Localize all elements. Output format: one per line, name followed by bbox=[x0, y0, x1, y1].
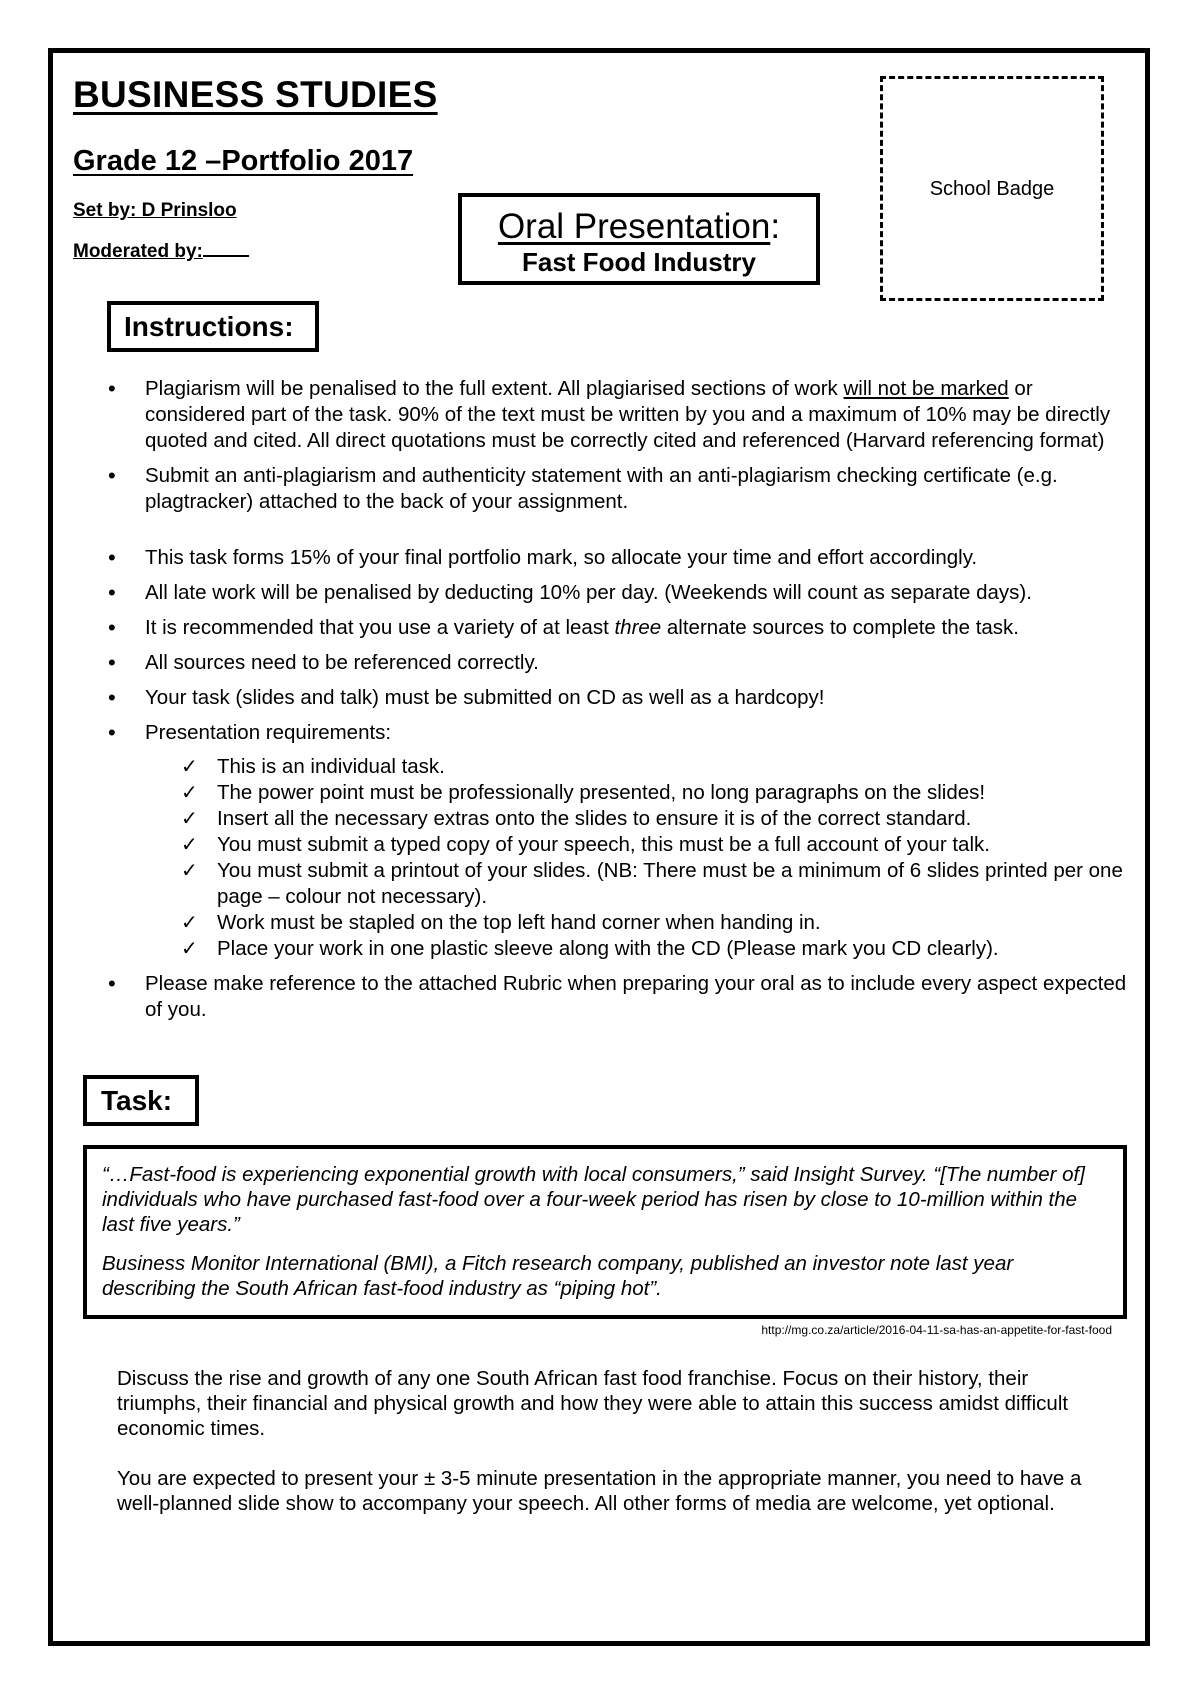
requirement-item: ✓ This is an individual task. bbox=[181, 754, 1128, 780]
sources-italic: three bbox=[614, 616, 662, 639]
oral-presentation-subtitle: Fast Food Industry bbox=[522, 247, 756, 277]
moderated-by-text: Moderated by: bbox=[73, 241, 203, 262]
plagiarism-underlined: will not be marked bbox=[843, 377, 1009, 400]
set-by-label: Set by: D Prinsloo bbox=[73, 200, 237, 221]
instruction-rubric: • Please make reference to the attached Rubric when preparing your oral as to include every aspect expected of you. bbox=[108, 971, 1128, 1023]
requirement-item: ✓ Work must be stapled on the top left hand corner when handing in. bbox=[181, 910, 1128, 936]
requirement-item: ✓ The power point must be professionally presented, no long paragraphs on the slides! bbox=[181, 780, 1128, 806]
instruction-referencing: • All sources need to be referenced correctly. bbox=[108, 650, 1128, 676]
requirement-item: ✓ You must submit a printout of your slides. (NB: There must be a minimum of 6 slides printed per one page – colour not necessary). bbox=[181, 858, 1128, 910]
grade-portfolio-heading: Grade 12 –Portfolio 2017 bbox=[73, 145, 414, 177]
instruction-late-work: • All late work will be penalised by deducting 10% per day. (Weekends will count as separate days). bbox=[108, 580, 1128, 606]
quote-paragraph-2: Business Monitor International (BMI), a Fitch research company, published an investor note last year describing the South African fast-food industry as “piping hot”. bbox=[102, 1252, 1014, 1300]
requirement-item: ✓ Insert all the necessary extras onto the slides to ensure it is of the correct standard. bbox=[181, 806, 1128, 832]
instruction-submit-cd: • Your task (slides and talk) must be submitted on CD as well as a hardcopy! bbox=[108, 685, 1128, 711]
instructions-list bbox=[108, 376, 1128, 1032]
instruction-sources bbox=[108, 615, 1128, 641]
school-badge-placeholder bbox=[880, 76, 1104, 301]
instruction-task-weight: • This task forms 15% of your final portfolio mark, so allocate your time and effort accordingly. bbox=[108, 545, 1128, 571]
instruction-presentation-requirements bbox=[108, 720, 1128, 962]
oral-presentation-box bbox=[458, 193, 820, 285]
sources-text-b: alternate sources to complete the task. bbox=[661, 616, 1020, 639]
requirements-checklist bbox=[145, 754, 1128, 962]
quote-box bbox=[83, 1145, 1127, 1319]
requirement-item: ✓ Place your work in one plastic sleeve along with the CD (Please mark you CD clearly). bbox=[181, 936, 1128, 962]
moderated-by-label bbox=[73, 239, 249, 263]
sources-text-a: It is recommended that you use a variety of at least bbox=[145, 616, 615, 639]
instruction-anti-plagiarism: • Submit an anti-plagiarism and authenticity statement with an anti-plagiarism checking certificate (e.g. plagtracker) attached to the back of your assignment. bbox=[108, 463, 1128, 515]
instructions-heading: Instructions: bbox=[107, 301, 319, 352]
task-paragraph-2: You are expected to present your ± 3-5 minute presentation in the appropriate manner, you need to have a well-planned slide show to accompany your speech. All other forms of media are welcome, yet optional. bbox=[117, 1467, 1082, 1515]
task-heading: Task: bbox=[83, 1075, 199, 1126]
requirement-item: ✓ You must submit a typed copy of your speech, this must be a full account of your talk. bbox=[181, 832, 1128, 858]
oral-title-colon: : bbox=[770, 207, 781, 246]
quote-paragraph-1: “…Fast-food is experiencing exponential growth with local consumers,” said Insight Survey. “[The number of] individuals who have purchased fast-food over a four-week period has risen by close to 10-million within the last five years.” bbox=[102, 1163, 1085, 1236]
task-paragraph-1: Discuss the rise and growth of any one South African fast food franchise. Focus on their history, their triumphs, their financial and physical growth and how they were able to attain this success amidst difficult economic times. bbox=[117, 1367, 1069, 1440]
school-badge-label: School Badge bbox=[929, 178, 1055, 200]
oral-presentation-title bbox=[462, 207, 816, 247]
instruction-plagiarism bbox=[108, 376, 1128, 454]
task-description bbox=[117, 1366, 1097, 1541]
source-url: http://mg.co.za/article/2016-04-11-sa-has-an-appetite-for-fast-food bbox=[761, 1323, 1112, 1337]
moderated-by-blank bbox=[203, 239, 249, 257]
plagiarism-text-b: or considered part of the task. 90% of the text must be written by you and a maximum of 10% may be directly quoted and cited. All direct quotations must be correctly cited and referenced (Harvard referencing format) bbox=[145, 377, 1111, 452]
oral-title-text: Oral Presentation bbox=[497, 207, 771, 246]
presentation-requirements-label: Presentation requirements: bbox=[145, 721, 392, 744]
plagiarism-text-a: Plagiarism will be penalised to the full extent. All plagiarised sections of work bbox=[145, 377, 844, 400]
document-title: BUSINESS STUDIES bbox=[73, 74, 438, 115]
